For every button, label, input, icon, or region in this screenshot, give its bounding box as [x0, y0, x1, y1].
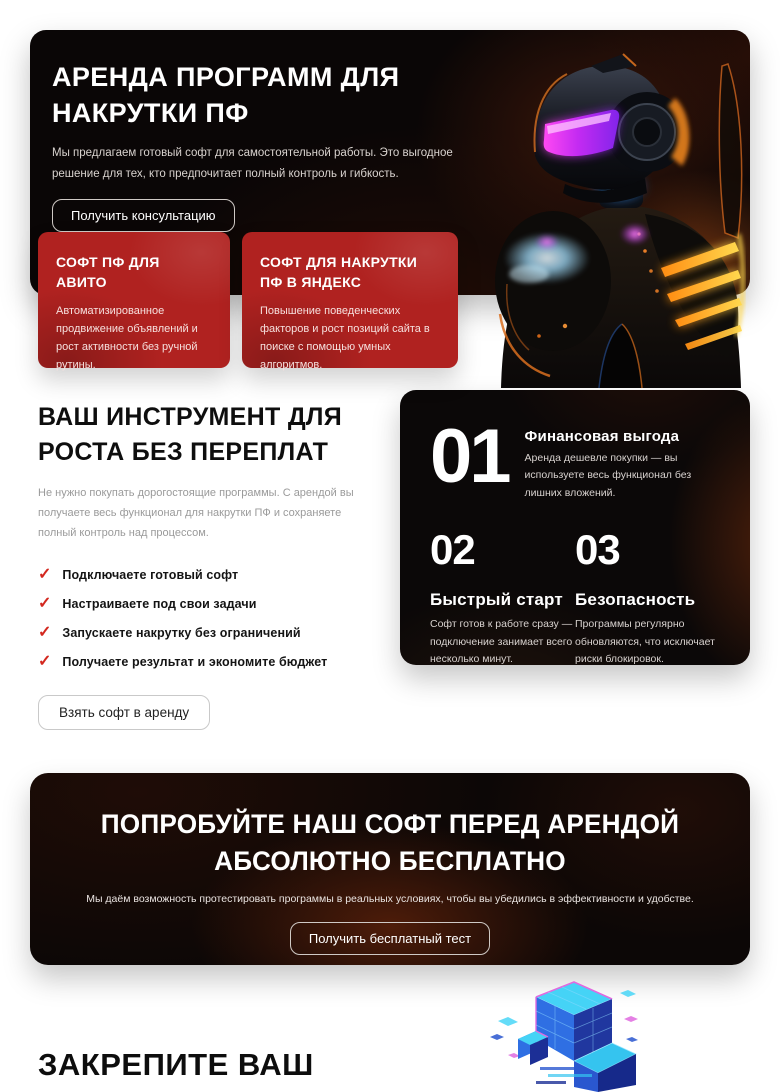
benefit-number: 01 [430, 414, 509, 499]
trial-title: ПОПРОБУЙТЕ НАШ СОФТ ПЕРЕД АРЕНДОЙ АБСОЛЮТНО БЕСПЛАТНО [100, 809, 680, 876]
offer-card-text: Автоматизированное продвижение объявлений и рост активности без ручной рутины. [56, 304, 198, 372]
benefit-title: Финансовая выгода [524, 428, 680, 445]
hero-title: АРЕНДА ПРОГРАММ ДЛЯ НАКРУТКИ ПФ [52, 62, 400, 128]
benefit-title: Безопасность [575, 590, 696, 610]
benefit-number: 03 [575, 526, 620, 574]
offer-card-yandex [242, 232, 458, 372]
benefit-text: Аренда дешевле покупки — вы используете весь функционал без лишних вложений. [524, 452, 692, 499]
check-icon: ✓ [38, 566, 52, 584]
consultation-button[interactable]: Получить консультацию [52, 199, 235, 232]
offer-cards [38, 232, 750, 372]
checklist-item [38, 596, 390, 612]
checklist-item-label: Настраиваете под свои задачи [62, 597, 257, 612]
offer-card-avito [38, 232, 230, 372]
benefits-section [30, 400, 750, 730]
benefits-card [400, 390, 750, 665]
checklist-item-label: Запускаете накрутку без ограничений [62, 626, 301, 641]
checklist-item [38, 625, 390, 641]
benefit-item-1 [430, 414, 720, 502]
benefit-item-2 [430, 526, 575, 668]
benefit-text: Программы регулярно обновляются, что исключает риски блокировок. [575, 618, 715, 666]
benefit-title: Быстрый старт [430, 590, 563, 610]
bottom-section [30, 965, 750, 1083]
offer-card-title: СОФТ ПФ ДЛЯ АВИТО [56, 254, 160, 291]
bottom-title: ЗАКРЕПИТЕ ВАШ [38, 1047, 314, 1083]
benefit-item-3 [575, 526, 720, 668]
trial-section [30, 773, 750, 965]
offer-card-text: Повышение поведенческих факторов и рост позиций сайта в поиске с помощью умных алгоритмов. [260, 304, 430, 372]
feature-checklist [38, 567, 390, 670]
trial-description: Мы даём возможность протестировать программы в реальных условиях, чтобы вы убедились в эффективности и удобстве. [86, 893, 694, 906]
benefit-text: Софт готов к работе сразу — подключение занимает всего несколько минут. [430, 618, 573, 666]
section-description: Не нужно покупать дорогостоящие программы. С арендой вы получаете весь функционал для накрутки ПФ и сохраняете полный контроль над процессом. [38, 487, 354, 539]
benefit-number: 02 [430, 526, 475, 574]
checklist-item [38, 567, 390, 583]
checklist-item-label: Получаете результат и экономите бюджет [62, 655, 328, 670]
checklist-item [38, 654, 390, 670]
check-icon: ✓ [38, 595, 52, 613]
glitch-cube-illustration [478, 977, 638, 1092]
offer-card-title: СОФТ ДЛЯ НАКРУТКИ ПФ В ЯНДЕКС [260, 254, 418, 291]
free-test-button[interactable]: Получить бесплатный тест [290, 922, 490, 955]
hero-description: Мы предлагаем готовый софт для самостоятельной работы. Это выгодное решение для тех, кто предпочитает полный контроль и гибкость. [52, 147, 453, 180]
checklist-item-label: Подключаете готовый софт [62, 568, 239, 583]
check-icon: ✓ [38, 653, 52, 671]
section-title: ВАШ ИНСТРУМЕНТ ДЛЯ РОСТА БЕЗ ПЕРЕПЛАТ [38, 403, 343, 466]
rent-software-button[interactable]: Взять софт в аренду [38, 695, 210, 730]
landing-page [0, 30, 780, 1083]
benefits-left-column [38, 400, 390, 730]
check-icon: ✓ [38, 624, 52, 642]
hero-section [30, 30, 750, 372]
